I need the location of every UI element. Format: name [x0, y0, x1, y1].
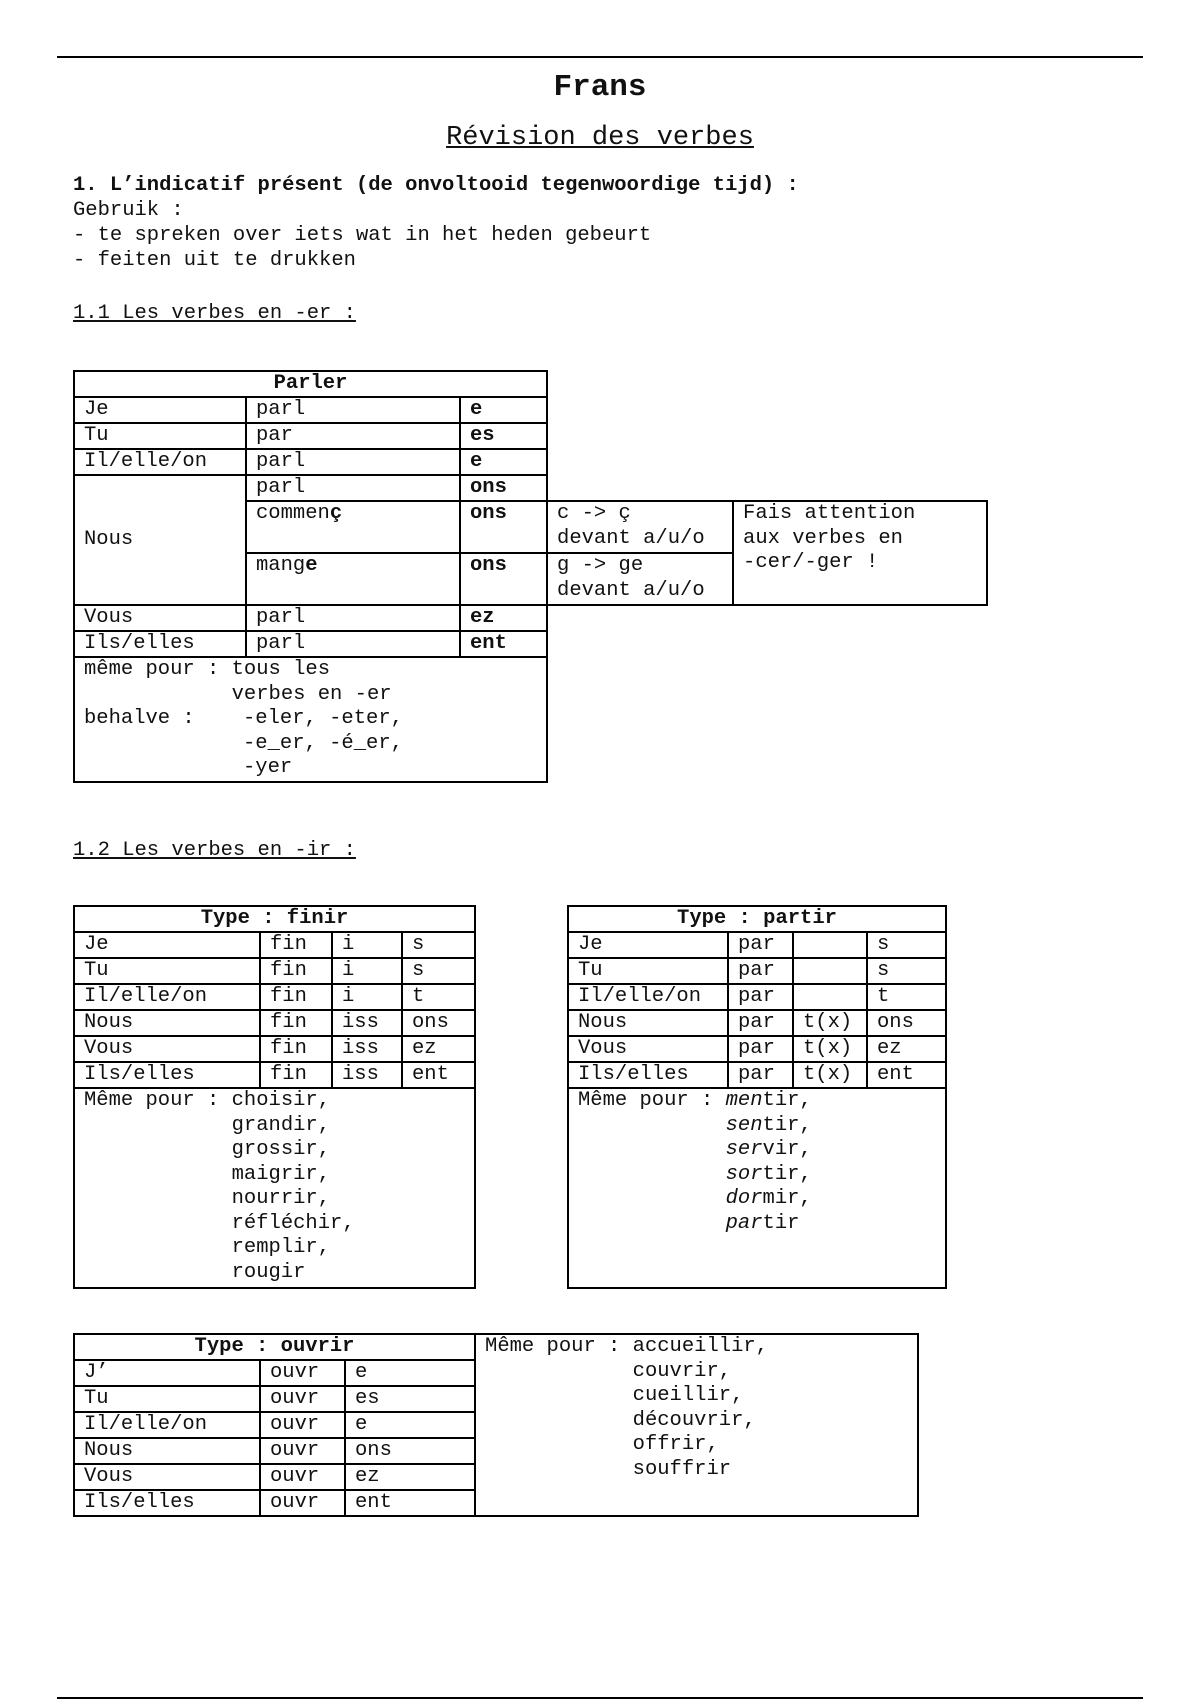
spelling-rule-cell: c -> ç devant a/u/o — [547, 501, 733, 553]
ending-cell: e — [460, 397, 547, 423]
usage-label: Gebruik : — [73, 199, 184, 222]
stem-cell: ouvr — [260, 1464, 345, 1490]
infix-cell: i — [332, 932, 402, 958]
infix-cell: iss — [332, 1010, 402, 1036]
pronoun-cell: Il/elle/on — [74, 1412, 260, 1438]
pronoun-cell: Il/elle/on — [74, 984, 260, 1010]
same-for-label: même pour : — [84, 658, 232, 681]
ending-cell: s — [402, 958, 475, 984]
except-label: behalve : — [84, 707, 208, 730]
stem-cell: parl — [246, 605, 460, 631]
pronoun-cell: Vous — [74, 1464, 260, 1490]
stem-cell: fin — [260, 1036, 332, 1062]
stem-cell: par — [728, 1036, 793, 1062]
partir-table-title: Type : partir — [568, 906, 946, 932]
pronoun-cell: Tu — [568, 958, 728, 984]
section-1-heading: 1. L’indicatif présent (de onvoltooid tegenwoordige tijd) : — [73, 174, 799, 197]
stem-cell: parl — [246, 631, 460, 657]
same-for-value: choisir, grandir, grossir, maigrir, nourrir, réfléchir, remplir, rougir — [231, 1089, 355, 1284]
finir-table — [73, 905, 476, 1289]
ending-cell: t — [867, 984, 946, 1010]
pronoun-cell: Tu — [74, 958, 260, 984]
ending-cell: ez — [345, 1464, 475, 1490]
stem-cell: fin — [260, 1010, 332, 1036]
ending-cell: e — [460, 449, 547, 475]
table-row — [74, 958, 475, 984]
ending-cell: ons — [460, 475, 547, 501]
infix-cell: t(x) — [793, 1062, 867, 1088]
table-row — [74, 631, 987, 657]
table-row — [74, 449, 987, 475]
infix-cell: iss — [332, 1036, 402, 1062]
table-row — [74, 1010, 475, 1036]
table-row — [74, 1036, 475, 1062]
stem-cell: par — [728, 1062, 793, 1088]
attention-note: Fais attention aux verbes en -cer/-ger ! — [733, 501, 987, 605]
pronoun-cell: Tu — [74, 423, 246, 449]
ending-cell: ons — [345, 1438, 475, 1464]
pronoun-cell: Tu — [74, 1386, 260, 1412]
table-row — [568, 984, 946, 1010]
table-row — [568, 932, 946, 958]
ending-cell: es — [345, 1386, 475, 1412]
pronoun-cell: Je — [74, 397, 246, 423]
except-value: -eler, -eter, -e_er, -é_er, -yer — [243, 707, 403, 779]
same-for-cell — [74, 1088, 475, 1288]
same-for-cell — [475, 1334, 918, 1516]
ending-cell: ons — [402, 1010, 475, 1036]
page-subtitle — [0, 123, 1200, 153]
table-row — [74, 1062, 475, 1088]
spelling-rule-cell: g -> ge devant a/u/o — [547, 553, 733, 605]
stem-cell: fin — [260, 1062, 332, 1088]
pronoun-cell: Nous — [74, 475, 246, 605]
infix-cell: t(x) — [793, 1036, 867, 1062]
table-row — [568, 1062, 946, 1088]
same-for-value: tous les verbes en -er — [231, 658, 392, 706]
table-row — [568, 1036, 946, 1062]
ending-cell: ez — [402, 1036, 475, 1062]
pronoun-cell: Vous — [74, 605, 246, 631]
infix-cell — [793, 984, 867, 1010]
table-row — [568, 1088, 946, 1288]
stem-cell: ouvr — [260, 1360, 345, 1386]
ending-cell: ons — [460, 553, 547, 605]
stem-cell: ouvr — [260, 1412, 345, 1438]
ending-cell: e — [345, 1360, 475, 1386]
ending-cell: ons — [460, 501, 547, 553]
stem-cell: par — [728, 958, 793, 984]
ouvrir-table-title: Type : ouvrir — [74, 1334, 475, 1360]
same-for-label: Même pour : — [485, 1335, 633, 1358]
same-for-label: Même pour : — [84, 1089, 232, 1112]
ending-cell: ez — [460, 605, 547, 631]
same-for-value: accueillir, couvrir, cueillir, découvrir, offrir, souffrir — [632, 1335, 768, 1481]
infix-cell — [793, 958, 867, 984]
infix-cell: t(x) — [793, 1010, 867, 1036]
ending-cell: ent — [402, 1062, 475, 1088]
parler-table-title: Parler — [74, 371, 547, 397]
ending-cell: s — [867, 932, 946, 958]
same-for-cell — [568, 1088, 946, 1288]
table-row — [568, 958, 946, 984]
table-row — [74, 397, 987, 423]
same-for-label: Même pour : — [578, 1089, 726, 1112]
stem-cell: par — [728, 1010, 793, 1036]
ending-cell: s — [402, 932, 475, 958]
pronoun-cell: Nous — [74, 1438, 260, 1464]
section-ir-heading: 1.2 Les verbes en -ir : — [73, 839, 356, 862]
table-row — [74, 657, 987, 782]
ending-cell: ons — [867, 1010, 946, 1036]
ending-cell: ent — [460, 631, 547, 657]
stem-cell: parl — [246, 475, 460, 501]
stem-cell: parl — [246, 397, 460, 423]
stem-cell: parl — [246, 449, 460, 475]
pronoun-cell: Je — [74, 932, 260, 958]
ending-cell: ez — [867, 1036, 946, 1062]
top-rule — [57, 56, 1143, 58]
stem-cell: par — [728, 984, 793, 1010]
infix-cell: i — [332, 958, 402, 984]
stem-cell: ouvr — [260, 1386, 345, 1412]
infix-cell: iss — [332, 1062, 402, 1088]
pronoun-cell: Je — [568, 932, 728, 958]
ending-cell: es — [460, 423, 547, 449]
pronoun-cell: Vous — [74, 1036, 260, 1062]
infix-cell — [793, 932, 867, 958]
table-row — [568, 1010, 946, 1036]
table-row — [74, 605, 987, 631]
pronoun-cell: Il/elle/on — [74, 449, 246, 475]
same-for-value: mentir, sentir, servir, sortir, dormir, partir — [725, 1089, 812, 1235]
table-row — [74, 1088, 475, 1288]
subtitle-text: Révision des verbes — [446, 123, 754, 153]
stem-cell: ouvr — [260, 1438, 345, 1464]
ending-cell: t — [402, 984, 475, 1010]
stem-cell: par — [246, 423, 460, 449]
stem-cell: ouvr — [260, 1490, 345, 1516]
pronoun-cell: Ils/elles — [568, 1062, 728, 1088]
pronoun-cell: Nous — [74, 1010, 260, 1036]
table-row — [74, 932, 475, 958]
pronoun-cell: J’ — [74, 1360, 260, 1386]
pronoun-cell: Vous — [568, 1036, 728, 1062]
infix-cell: i — [332, 984, 402, 1010]
stem-cell: mange — [246, 553, 460, 605]
pronoun-cell: Ils/elles — [74, 1062, 260, 1088]
stem-cell: par — [728, 932, 793, 958]
table-row — [74, 423, 987, 449]
pronoun-cell: Il/elle/on — [568, 984, 728, 1010]
pronoun-cell: Ils/elles — [74, 1490, 260, 1516]
pronoun-cell: Ils/elles — [74, 631, 246, 657]
section-er-heading: 1.1 Les verbes en -er : — [73, 302, 356, 325]
stem-cell: fin — [260, 932, 332, 958]
usage-item: - feiten uit te drukken — [73, 249, 356, 272]
table-row — [74, 984, 475, 1010]
stem-cell: fin — [260, 984, 332, 1010]
stem-cell: commenç — [246, 501, 460, 553]
pronoun-cell: Nous — [568, 1010, 728, 1036]
bottom-rule — [57, 1697, 1143, 1699]
ending-cell: ent — [345, 1490, 475, 1516]
table-row — [74, 475, 987, 501]
page-title: Frans — [553, 70, 647, 105]
partir-table — [567, 905, 947, 1289]
ouvrir-table — [73, 1333, 919, 1517]
usage-item: - te spreken over iets wat in het heden gebeurt — [73, 224, 652, 247]
ending-cell: e — [345, 1412, 475, 1438]
ending-cell: s — [867, 958, 946, 984]
parler-table — [73, 370, 988, 783]
stem-cell: fin — [260, 958, 332, 984]
ending-cell: ent — [867, 1062, 946, 1088]
finir-table-title: Type : finir — [74, 906, 475, 932]
same-for-cell — [74, 657, 547, 782]
